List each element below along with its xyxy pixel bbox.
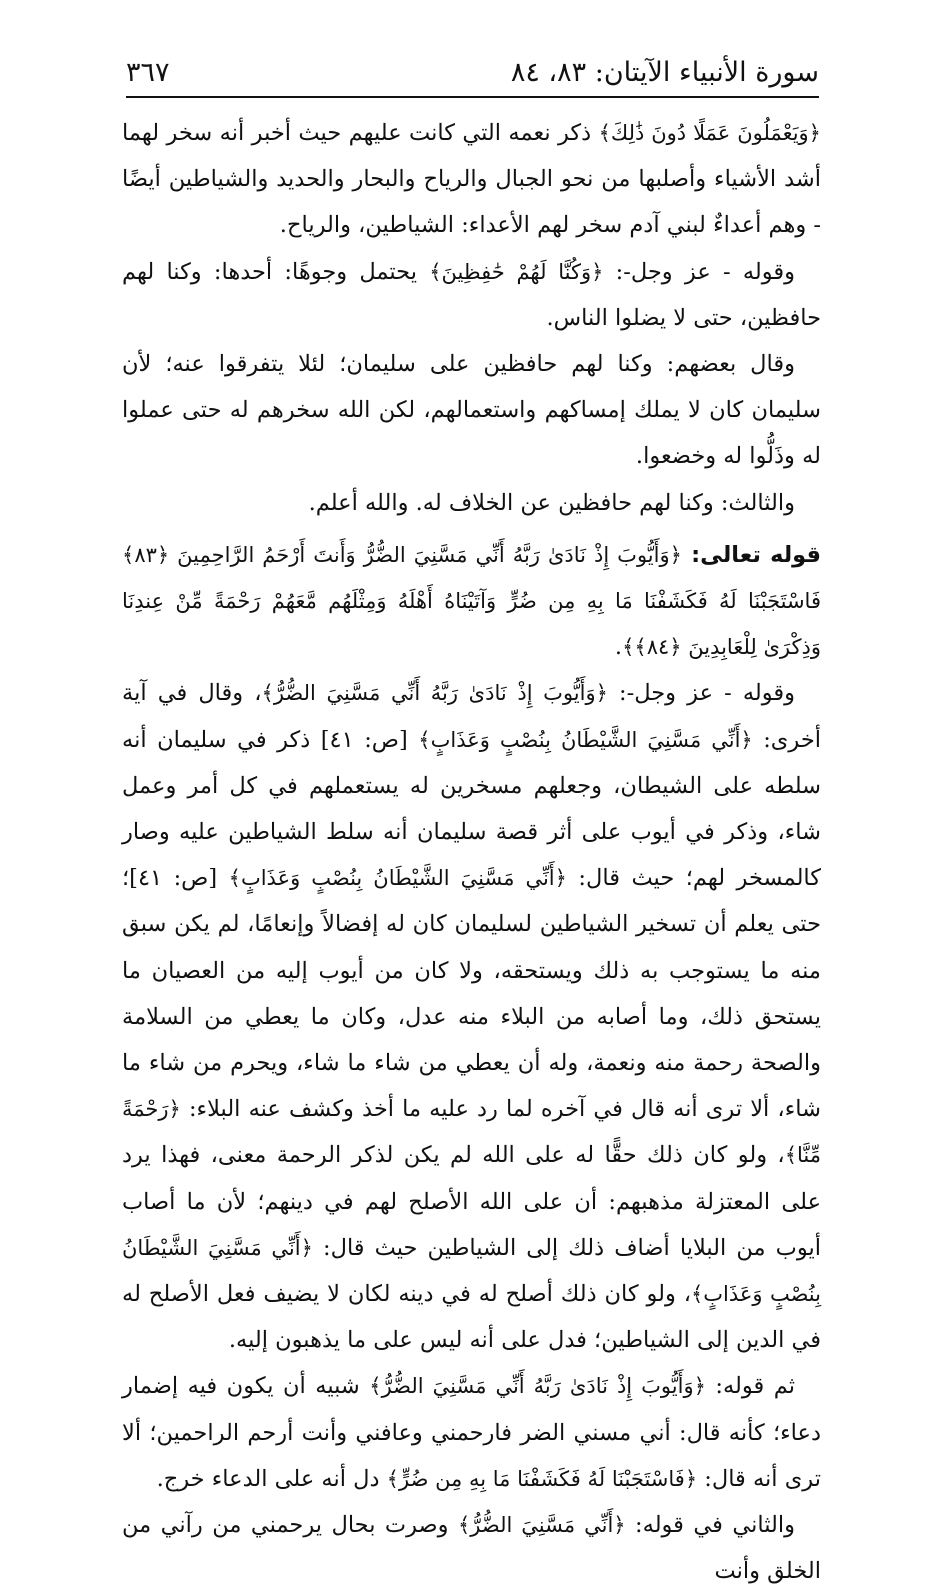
commentary-text: [ص: ٤١] ذكر في سليمان أنه سلطه على الشيطان، وجعلهم مسخرين له يستعملهم في كل أمر وعمل شاء، وذكر في أيوب على أثر قصة سليمان أنه سلط الشياطين عليه وصار كالمسخر لهم؛ حيث قال: (122, 726, 821, 892)
paragraph (122, 1363, 821, 1502)
commentary-text: ، ولو كان ذلك أصلح له في دينه لكان لا يضيف فعل الأصلح له في الدين إلى الشياطين؛ فدل على أنه ليس على ما يذهبون إليه. (122, 1281, 821, 1354)
commentary-text: ، وقال في آية أخرى: (122, 680, 821, 753)
commentary-text: وقال بعضهم: وكنا لهم حافظين على سليمان؛ لئلا يتفرقوا عنه؛ لأن سليمان كان لا يملك إمساكهم واستعمالهم، لكن الله سخرهم له حتى عملوا له وذَلُّوا له وخضعوا. (122, 351, 821, 470)
quran-quote: ﴿أَنِّي مَسَّنِيَ الشَّيْطَانُ بِنُصْبٍ وَعَذَابٍ﴾ (228, 866, 567, 891)
commentary-text: وقوله - عز وجل-: (603, 258, 795, 285)
page-header (126, 50, 819, 94)
quran-quote: ﴿وَأَيُّوبَ إِذْ نَادَىٰ رَبَّهُ أَنِّي مَسَّنِيَ الضُّرُّ﴾ (369, 1374, 706, 1399)
quran-quote: ﴿أَنِّي مَسَّنِيَ الضُّرُّ﴾ (457, 1513, 626, 1538)
quran-quote: ﴿فَاسْتَجَبْنَا لَهُ فَكَشَفْنَا مَا بِهِ مِن ضُرٍّ﴾ (386, 1466, 698, 1491)
quran-quote: ﴿وَيَعْمَلُونَ عَمَلًا دُونَ ذَٰلِكَ﴾ (598, 121, 821, 145)
commentary-text: يحتمل وجوهًا: أحدها: وكنا لهم حافظين، حتى لا يضلوا الناس. (122, 258, 821, 331)
commentary-text: شبيه أن يكون فيه إضمار دعاء؛ كأنه قال: أني مسني الضر فارحمني وعافني وأنت أرحم الراحمين؛ ألا ترى أنه قال: (122, 1373, 821, 1492)
commentary-text: ، ولو كان ذلك حقًّا له على الله لم يكن لذكر الرحمة معنى، فهذا يرد على المعتزلة مذهبهم: أن على الله الأصلح لهم في دينهم؛ لأن ما أصاب أيوب من البلايا أضاف ذلك إلى الشياطين حيث قال: (122, 1142, 821, 1261)
commentary-text: ذكر نعمه التي كانت عليهم حيث أخبر أنه سخر لهما أشد الأشياء وأصلبها من نحو الجبال والرياح والبحار والحديد والشياطين أيضًا - وهم أعداءٌ لبني آدم سخر لهم الأعداء: الشياطين، والرياح. (122, 120, 821, 239)
commentary-text: والثاني في قوله: (625, 1512, 795, 1539)
header-divider (126, 96, 819, 98)
paragraph (122, 480, 821, 526)
section-lead: قوله تعالى: (681, 541, 821, 568)
page-body (122, 110, 821, 1595)
quran-quote: ﴿وَأَيُّوبَ إِذْ نَادَىٰ رَبَّهُ أَنِّي مَسَّنِيَ الضُّرُّ وَأَنتَ أَرْحَمُ الرَّاحِمِينَ ﴿٨٣﴾ فَاسْتَجَبْنَا لَهُ فَكَشَفْنَا مَا بِهِ مِن ضُرٍّ وَآتَيْنَاهُ أَهْلَهُ وَمِثْلَهُم مَّعَهُمْ رَحْمَةً مِّنْ عِندِنَا وَذِكْرَىٰ لِلْعَابِدِينَ ﴿٨٤﴾﴾ (122, 542, 821, 660)
surah-title: سورة الأنبياء الآيتان: ٨٣، ٨٤ (510, 56, 819, 88)
paragraph (122, 249, 821, 341)
paragraph (122, 1502, 821, 1594)
commentary-text: [ص: ٤١]؛ حتى يعلم أن تسخير الشياطين لسليمان كان له إفضالاً وإنعامًا، لم يكن سبق منه ما يستوجب به ذلك ويستحقه، ولا كان من أيوب إليه من العصيان ما يستحق ذلك، وما أصابه من البلاء منه عدل، وكان ما يعطي من السلامة والصحة رحمة منه ونعمة، وله أن يعطي من شاء ما شاء، ويحرم من شاء ما شاء، ألا ترى أنه قال في آخره لما رد عليه ما أخذ وكشف عنه البلاء: (122, 865, 821, 1123)
commentary-text: والثالث: وكنا لهم حافظين عن الخلاف له. والله أعلم. (308, 489, 795, 516)
paragraph (122, 532, 821, 671)
commentary-text: دل أنه على الدعاء خرج. (156, 1465, 387, 1492)
paragraph (122, 341, 821, 480)
commentary-text: وصرت بحال يرحمني من رآني من الخلق وأنت (122, 1512, 821, 1585)
paragraph (122, 670, 821, 1363)
page-number: ٣٦٧ (126, 56, 170, 88)
commentary-text: ثم قوله: (705, 1373, 796, 1400)
quran-quote: ﴿وَكُنَّا لَهُمْ حَٰفِظِينَ﴾ (429, 259, 604, 284)
quran-quote: ﴿رَحْمَةً مِّنَّا﴾ (122, 1097, 821, 1168)
paragraph (122, 110, 821, 249)
commentary-text: . (614, 634, 623, 661)
quran-quote: ﴿أَنِّي مَسَّنِيَ الشَّيْطَانُ بِنُصْبٍ وَعَذَابٍ﴾ (418, 727, 753, 752)
quran-quote: ﴿وَأَيُّوبَ إِذْ نَادَىٰ رَبَّهُ أَنِّي مَسَّنِيَ الضُّرُّ﴾ (261, 681, 608, 706)
commentary-text: وقوله - عز وجل-: (607, 680, 795, 707)
quran-quote: ﴿أَنِّي مَسَّنِيَ الشَّيْطَانُ بِنُصْبٍ وَعَذَابٍ﴾ (122, 1235, 821, 1307)
